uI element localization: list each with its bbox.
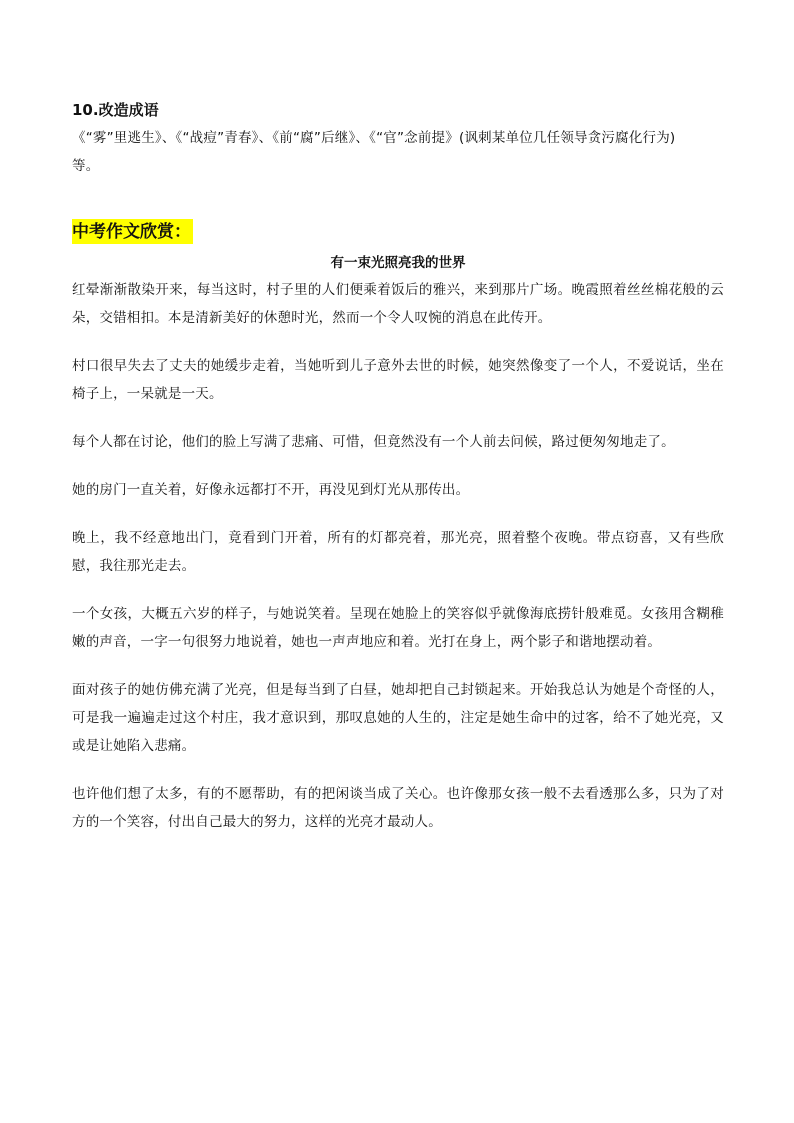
- essay-paragraph-7: 面对孩子的她仿佛充满了光亮，但是每当到了白昼，她却把自己封锁起来。开始我总认为她是个奇怪的人，可是我一遍遍走过这个村庄，我才意识到，那叹息她的人生的，注定是她生命中的过客，给不了她光亮，又或是让她陷入悲痛。: [72, 682, 724, 754]
- idioms-examples-ending: 等。: [72, 158, 100, 174]
- document-content: [72, 96, 724, 856]
- idioms-examples-line: 《“雾”里逃生》、《“战痘”青春》、《前“腐”后继》、《“官”念前提》(讽刺某单位几任领导贪污腐化行为): [72, 130, 676, 146]
- idioms-section: [72, 96, 724, 180]
- essay-paragraph-4: 她的房门一直关着，好像永远都打不开，再没见到灯光从那传出。: [72, 482, 470, 498]
- essay-title: 有一束光照亮我的世界: [330, 255, 466, 271]
- essay-section-heading: 中考作文欣赏：: [72, 219, 193, 244]
- essay-section: [72, 219, 724, 836]
- essay-paragraph-6: 一个女孩，大概五六岁的样子，与她说笑着。呈现在她脸上的笑容似乎就像海底捞针般难觅。女孩用含糊稚嫩的声音，一字一句很努力地说着，她也一声声地应和着。光打在身上，两个影子和谐地摆动着。: [72, 606, 724, 650]
- essay-paragraph-2: 村口很早失去了丈夫的她缓步走着，当她听到儿子意外去世的时候，她突然像变了一个人，不爱说话，坐在椅子上，一呆就是一天。: [72, 358, 724, 402]
- essay-paragraph-3: 每个人都在讨论，他们的脸上写满了悲痛、可惜，但竟然没有一个人前去问候，路过便匆匆地走了。: [72, 434, 675, 450]
- essay-paragraph-8: 也许他们想了太多，有的不愿帮助，有的把闲谈当成了关心。也许像那女孩一般不去看透那么多，只为了对方的一个笑容，付出自己最大的努力，这样的光亮才最动人。: [72, 786, 724, 830]
- essay-paragraph-5: 晚上，我不经意地出门，竟看到门开着，所有的灯都亮着，那光亮，照着整个夜晚。带点窃喜，又有些欣慰，我往那光走去。: [72, 530, 724, 574]
- idioms-section-title: 10.改造成语: [72, 101, 159, 119]
- essay-paragraph-1: 红晕渐渐散染开来，每当这时，村子里的人们便乘着饭后的雅兴，来到那片广场。晚霞照着丝丝棉花般的云朵，交错相扣。本是清新美好的休憩时光，然而一个令人叹惋的消息在此传开。: [72, 282, 724, 326]
- essay-body: [72, 276, 724, 836]
- essay-heading-row: [72, 219, 724, 244]
